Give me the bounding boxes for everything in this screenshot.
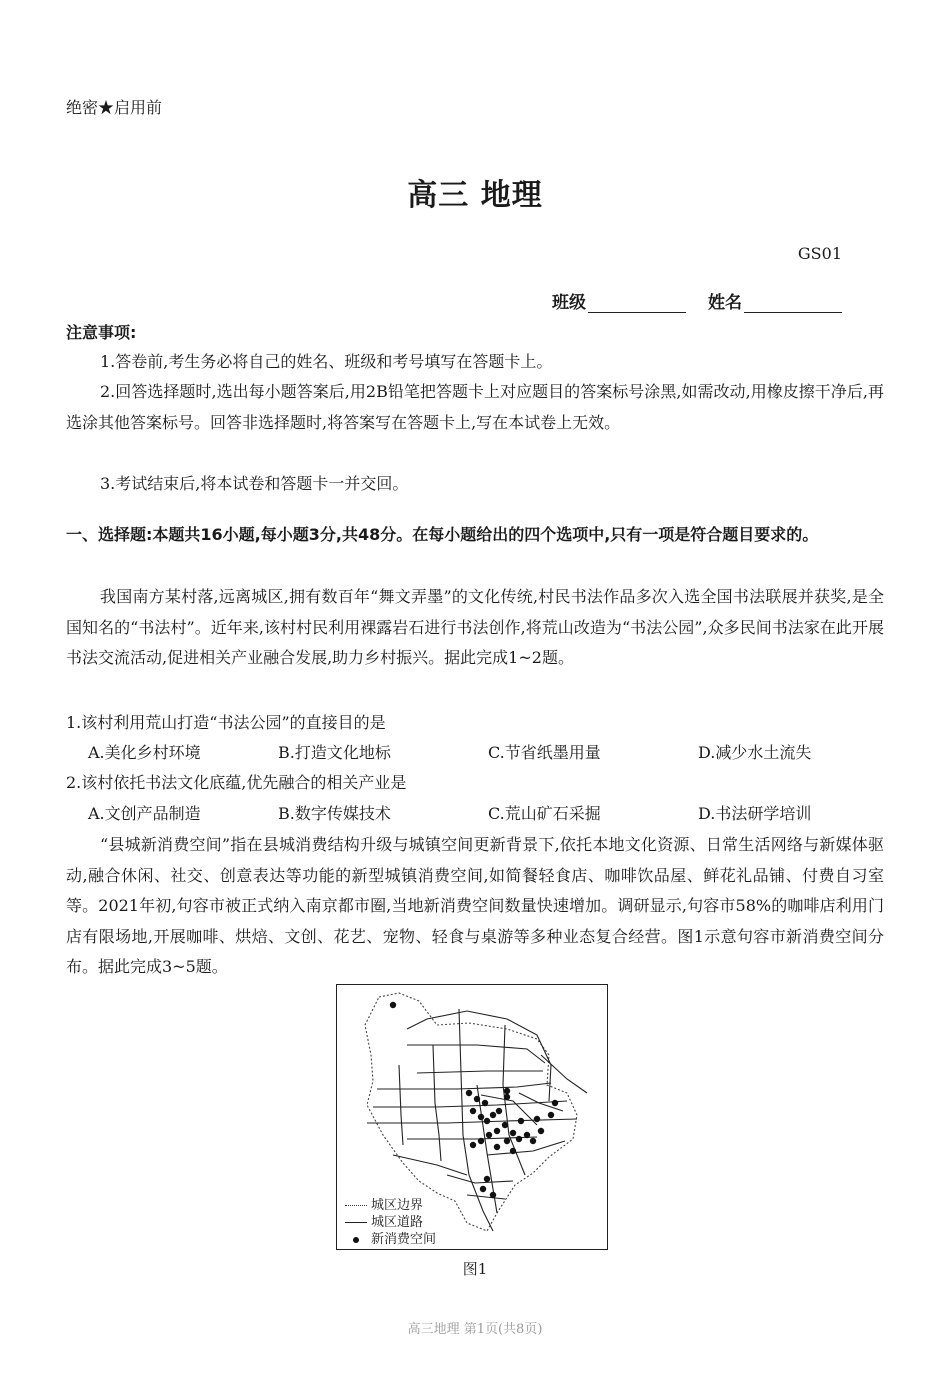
legend-boundary-label: 城区边界	[371, 1198, 424, 1213]
space-marker	[504, 1088, 510, 1094]
space-marker	[482, 1100, 488, 1106]
space-marker	[548, 1112, 554, 1118]
q1-option-d[interactable]: D.减少水土流失	[698, 743, 812, 762]
space-marker	[490, 1192, 496, 1198]
q1-option-c[interactable]: C.节省纸墨用量	[488, 743, 601, 762]
space-marker	[486, 1132, 492, 1138]
student-info-fields	[552, 288, 842, 313]
space-marker	[478, 1114, 484, 1120]
boundary-symbol	[345, 1205, 367, 1206]
name-blank[interactable]	[744, 292, 842, 313]
space-marker	[474, 1096, 480, 1102]
space-marker	[516, 1136, 522, 1142]
notice-item-1: 1.答卷前,考生务必将自己的姓名、班级和考号填写在答题卡上。	[100, 352, 553, 371]
space-marker	[552, 1100, 558, 1106]
space-marker	[502, 1122, 508, 1128]
notice-heading: 注意事项:	[66, 323, 137, 342]
question-2-options	[88, 801, 888, 824]
space-marker	[470, 1142, 476, 1148]
space-marker	[390, 1002, 396, 1008]
question-1-stem: 1.该村利用荒山打造“书法公园”的直接目的是	[66, 713, 386, 732]
space-marker	[518, 1118, 524, 1124]
space-marker	[504, 1094, 510, 1100]
space-marker	[530, 1138, 536, 1144]
space-marker	[484, 1176, 490, 1182]
space-marker	[504, 1138, 510, 1144]
q1-option-a[interactable]: A.美化乡村环境	[88, 743, 201, 762]
space-marker	[494, 1128, 500, 1134]
space-marker	[496, 1108, 502, 1114]
map-legend	[345, 1197, 436, 1248]
class-label: 班级	[552, 293, 586, 313]
name-label: 姓名	[708, 293, 742, 313]
q2-option-c[interactable]: C.荒山矿石采掘	[488, 804, 601, 823]
space-marker	[510, 1130, 516, 1136]
notice-item-2: 2.回答选择题时,选出每小题答案后,用2B铅笔把答题卡上对应题目的答案标号涂黑,如需改动,用橡皮擦干净后,再选涂其他答案标号。回答非选择题时,将答案写在答题卡上,写在本试卷上无效。	[66, 382, 884, 432]
page-footer: 高三地理 第1页(共8页)	[407, 1322, 543, 1337]
space-marker	[478, 1138, 484, 1144]
legend-road-label: 城区道路	[371, 1215, 424, 1230]
space-marker	[466, 1090, 472, 1096]
question-1-options	[88, 740, 888, 763]
space-marker	[524, 1132, 530, 1138]
space-marker	[480, 1186, 486, 1192]
space-marker	[538, 1128, 544, 1134]
q2-option-a[interactable]: A.文创产品制造	[88, 804, 201, 823]
space-symbol	[353, 1237, 359, 1243]
space-marker	[490, 1112, 496, 1118]
space-marker	[494, 1144, 500, 1150]
question-2-stem: 2.该村依托书法文化底蕴,优先融合的相关产业是	[66, 773, 407, 792]
road-symbol	[345, 1222, 367, 1223]
exam-title: 高三 地理	[407, 178, 543, 213]
paper-code: GS01	[797, 244, 842, 263]
notice-item-3: 3.考试结束后,将本试卷和答题卡一并交回。	[100, 474, 409, 493]
q1-option-b[interactable]: B.打造文化地标	[278, 743, 391, 762]
passage-2: “县城新消费空间”指在县城消费结构升级与城镇空间更新背景下,依托本地文化资源、日常生活网络与新媒体驱动,融合休闲、社交、创意表达等功能的新型城镇消费空间,如简餐轻食店、咖啡饮品屋、鲜花礼品铺、付费自习室等。2021年初,句容市被正式纳入南京都市圈,当地新消费空间数量快速增加。调研显示,句容市58%的咖啡店利用门店有限场地,开展咖啡、烘焙、文创、花艺、宠物、轻食与桌游等多种业态复合经营。图1示意句容市新消费空间分布。据此完成3~5题。	[66, 835, 884, 976]
class-blank[interactable]	[588, 292, 686, 313]
space-marker	[510, 1148, 516, 1154]
figure-caption: 图1	[462, 1260, 488, 1278]
q2-option-b[interactable]: B.数字传媒技术	[278, 804, 391, 823]
space-marker	[534, 1116, 540, 1122]
section-heading: 一、选择题:本题共16小题,每小题3分,共48分。在每小题给出的四个选项中,只有一项是符合题目要求的。	[66, 525, 819, 544]
space-marker	[470, 1108, 476, 1114]
passage-1: 我国南方某村落,远离城区,拥有数百年“舞文弄墨”的文化传统,村民书法作品多次入选全国书法联展并获奖,是全国知名的“书法村”。近年来,该村村民利用裸露岩石进行书法创作,将荒山改造为“书法公园”,众多民间书法家在此开展书法交流活动,促进相关产业融合发展,助力乡村振兴。据此完成1~2题。	[66, 587, 884, 667]
figure-1-map	[336, 984, 608, 1250]
q2-option-d[interactable]: D.书法研学培训	[698, 804, 812, 823]
space-marker	[484, 1118, 490, 1124]
legend-space-label: 新消费空间	[371, 1232, 437, 1247]
confidential-label: 绝密★启用前	[66, 98, 163, 117]
